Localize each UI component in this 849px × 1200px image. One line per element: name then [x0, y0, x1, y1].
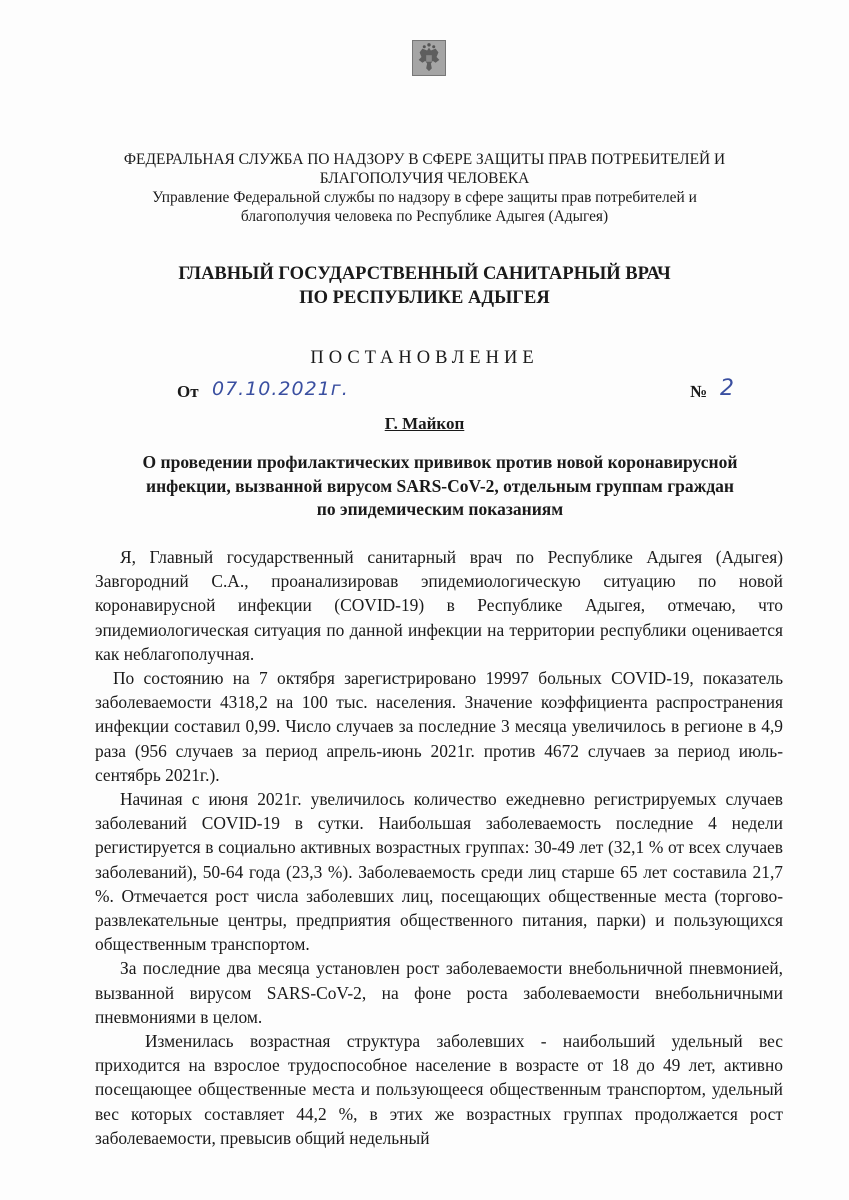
department-line-2: благополучия человека по Республике Адыгея (Адыгея): [240, 208, 609, 225]
city-name: Г. Майкоп: [384, 414, 465, 433]
document-body: [95, 545, 783, 1150]
document-subject: [100, 451, 780, 522]
paragraph-1: Я, Главный государственный санитарный врач по Республике Адыгея (Адыгея) Завгородний С.А., проанализировав эпидемиологическую ситуацию по новой коронавирусной инфекции (COVID-19) в Республике Адыгея, отмечаю, что эпидемиологическая ситуация по данной инфекции на территории республики оценивается как неблагополучная.: [95, 547, 783, 664]
department-header: [0, 188, 849, 226]
handwritten-number: 2: [720, 376, 734, 401]
agency-header: [0, 150, 849, 188]
paragraph-4: За последние два месяца установлен рост заболеваемости внебольничной пневмонией, вызванной вирусом SARS-CoV-2, на фоне роста заболеваемости внебольничными пневмониями в целом.: [95, 958, 783, 1027]
eagle-emblem-icon: [413, 41, 445, 75]
russian-coat-of-arms-icon: [412, 40, 446, 76]
subject-line-2: инфекции, вызванной вирусом SARS-CoV-2, отдельным группам граждан: [145, 475, 735, 496]
paragraph-2: По состоянию на 7 октября зарегистрировано 19997 больных COVID-19, показатель заболеваемости 4318,2 на 100 тыс. населения. Значение коэффициента распространения инфекции составил 0,99. Число случаев за последние 3 месяца увеличилось в регионе в 4,9 раза (956 случаев за период апрель-июнь 2021г. против 4672 случаев за период июль-сентябрь 2021г.).: [95, 668, 783, 785]
date-label: От: [177, 382, 199, 401]
title-line-2: ПО РЕСПУБЛИКЕ АДЫГЕЯ: [299, 288, 550, 308]
paragraph-3: Начиная с июня 2021г. увеличилось количество ежедневно регистрируемых случаев заболеваний COVID-19 в сутки. Наибольшая заболеваемость последние 4 недели регистируется в социально активных возрастных группах: 30-49 лет (32,1 % от всех случаев заболеваний), 50-64 года (23,3 %). Заболеваемость среди лиц старше 65 лет составила 21,7 %. Отмечается рост числа заболевших лиц, посещающих общественные места (торгово-развлекательные центры, предприятия общественного питания, парки) и пользующихся общественным транспортом.: [95, 789, 783, 955]
city: [0, 414, 849, 434]
subject-line-3: по эпидемическим показаниям: [316, 499, 564, 519]
department-line-1: Управление Федеральной службы по надзору в сфере защиты прав потребителей и: [152, 189, 697, 206]
paragraph-5: Изменилась возрастная структура заболевших - наибольший удельный вес приходится на взрослое трудоспособное население в возрасте от 18 до 49 лет, активно посещающее общественные места и пользующееся общественным транспортом, удельный вес которых составляет 44,2 %, в этих же возрастных группах продолжается рост заболеваемости, превысив общий недельный: [95, 1031, 783, 1148]
number-label: №: [690, 382, 708, 401]
subject-line-1: О проведении профилактических прививок против новой коронавирусной: [142, 452, 738, 472]
handwritten-date: 07.10.2021г.: [212, 378, 349, 400]
agency-line-1: ФЕДЕРАЛЬНАЯ СЛУЖБА ПО НАДЗОРУ В СФЕРЕ ЗАЩИТЫ ПРАВ ПОТРЕБИТЕЛЕЙ И: [123, 151, 726, 168]
official-title: [0, 262, 849, 310]
document-type: ПОСТАНОВЛЕНИЕ: [310, 348, 539, 368]
title-line-1: ГЛАВНЫЙ ГОСУДАРСТВЕННЫЙ САНИТАРНЫЙ ВРАЧ: [178, 264, 671, 284]
agency-line-2: БЛАГОПОЛУЧИЯ ЧЕЛОВЕКА: [319, 170, 530, 187]
